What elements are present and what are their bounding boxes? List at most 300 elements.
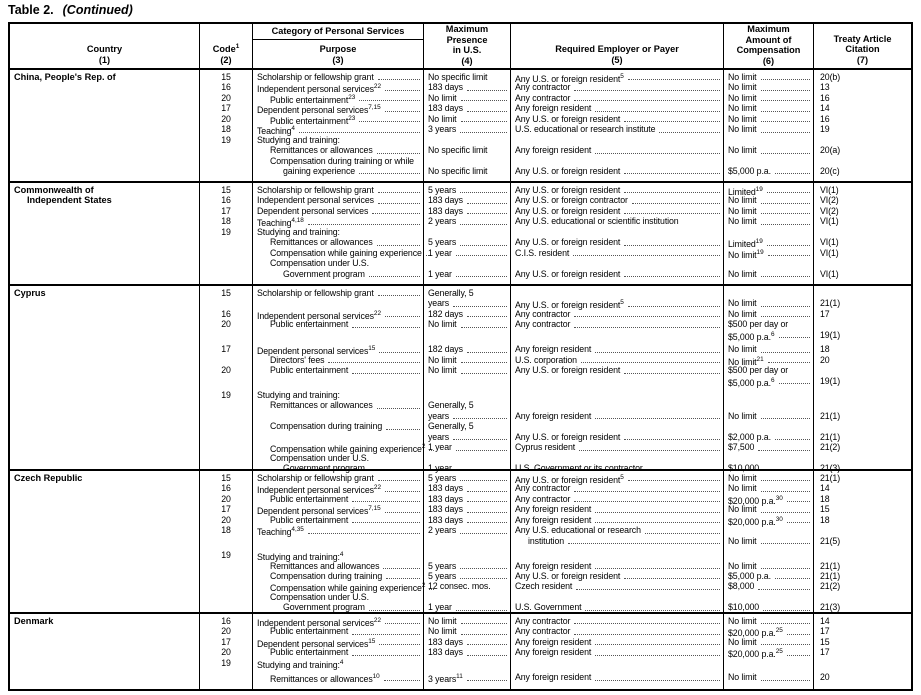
country-name — [10, 344, 199, 354]
payer-cell — [511, 525, 723, 535]
purpose-cell — [253, 206, 423, 216]
dot-leader — [595, 418, 720, 419]
presence-cell — [424, 124, 510, 134]
footnote-ref: 4 — [291, 125, 295, 133]
presence-cell — [424, 400, 510, 410]
purpose-cell — [253, 626, 423, 636]
code-column — [200, 471, 253, 612]
presence-column — [421, 471, 511, 613]
amount-cell — [724, 206, 813, 216]
amount-cell-text: No limit — [728, 124, 757, 135]
presence-column — [424, 614, 511, 689]
payer-column — [511, 286, 724, 473]
payer-cell — [511, 93, 723, 103]
amount-cell — [724, 376, 813, 386]
presence-cell-text: 2 years — [428, 525, 457, 536]
dot-leader — [385, 316, 420, 317]
code-cell — [200, 411, 252, 421]
header-presence-line: Maximum — [445, 24, 489, 34]
purpose-cell-text: Teaching$^4$ — [257, 125, 295, 137]
code-cell: 19 — [221, 226, 231, 237]
citation-cell — [814, 227, 911, 237]
purpose-cell-text: Compensation during training — [270, 421, 383, 432]
dot-leader — [460, 192, 507, 193]
presence-cell — [424, 550, 510, 560]
footnote-ref: 4 — [339, 658, 344, 666]
header-purpose — [253, 24, 424, 68]
presence-cell — [424, 309, 510, 319]
presence-cell — [424, 483, 510, 493]
country-column — [10, 614, 200, 689]
dot-leader — [595, 680, 720, 681]
code-cell — [200, 561, 252, 571]
header-required-employer — [511, 24, 724, 68]
code-cell: 16 — [221, 483, 231, 494]
dot-leader — [385, 491, 420, 492]
dot-leader — [761, 418, 810, 419]
purpose-cell-text: Compensation under U.S. — [270, 591, 369, 602]
dot-leader — [579, 450, 720, 451]
dot-leader — [377, 245, 420, 246]
payer-column — [511, 471, 724, 612]
dot-leader — [386, 578, 420, 579]
dot-leader — [595, 512, 720, 513]
payer-cell — [511, 288, 723, 298]
citation-cell — [814, 288, 911, 298]
amount-cell-text: Limited$^{19}$ — [728, 186, 763, 197]
code-cell: 18 — [221, 525, 231, 536]
dot-leader — [461, 373, 507, 374]
payer-cell-text: Any U.S. or foreign resident — [515, 268, 621, 279]
dot-leader — [467, 655, 507, 656]
table-title-continued: (Continued) — [62, 3, 133, 17]
purpose-cell — [253, 637, 423, 647]
dot-leader — [352, 634, 420, 635]
citation-cell: 21(1) — [820, 410, 841, 421]
citation-cell: VI(2) — [820, 195, 839, 206]
presence-cell — [424, 145, 510, 155]
treaty-table — [8, 22, 913, 691]
purpose-cell — [253, 258, 423, 268]
payer-cell — [511, 319, 723, 329]
amount-cell — [724, 536, 813, 546]
citation-cell: 21(2) — [820, 442, 841, 453]
purpose-cell — [253, 432, 423, 442]
country-name — [10, 248, 199, 258]
purpose-cell-text: Studying and training:$^4$ — [257, 658, 344, 670]
header-code — [200, 24, 253, 68]
dot-leader — [461, 100, 507, 101]
amount-cell — [724, 216, 813, 226]
country-section — [10, 70, 911, 181]
country-name — [10, 93, 199, 103]
purpose-cell — [253, 647, 423, 657]
purpose-column — [253, 286, 426, 473]
header-country — [10, 24, 200, 68]
amount-column — [724, 471, 814, 612]
presence-cell-text: 183 days — [428, 647, 463, 658]
presence-cell — [424, 166, 510, 176]
payer-cell — [511, 536, 723, 546]
payer-cell-text: Any foreign resident — [515, 410, 592, 421]
payer-cell-text: Any foreign resident — [515, 514, 592, 525]
presence-cell-text: 12 consec. mos. — [428, 581, 491, 592]
citation-cell: 14 — [820, 483, 830, 494]
dot-leader — [461, 121, 507, 122]
citation-cell: 15 — [820, 636, 830, 647]
citation-cell — [814, 365, 911, 375]
amount-cell — [724, 237, 813, 250]
citation-cell: 19 — [820, 124, 830, 135]
header-citation-line: Citation — [845, 44, 880, 54]
dot-leader — [758, 589, 810, 590]
presence-column — [421, 286, 511, 473]
dot-leader — [467, 203, 507, 204]
amount-cell — [724, 166, 813, 176]
amount-cell-text: Limited$^{19}$ — [728, 238, 763, 250]
country-name — [10, 494, 199, 504]
dot-leader — [761, 480, 810, 481]
amount-cell-text: $20,000 p.a.$^{25}$ — [728, 627, 783, 639]
citation-cell: 21(3) — [820, 463, 841, 473]
citation-cell: 17 — [820, 308, 830, 319]
footnote-ref: 10 — [372, 673, 380, 681]
code-cell — [200, 355, 252, 365]
dot-leader — [628, 79, 720, 80]
presence-cell — [424, 344, 510, 354]
amount-cell-text: No limit — [728, 483, 757, 494]
dot-leader — [574, 90, 720, 91]
dot-leader — [467, 90, 507, 91]
amount-cell-text: $5,000 p.a. — [728, 165, 771, 176]
code-cell: 16 — [221, 616, 231, 626]
dot-leader — [352, 501, 420, 502]
payer-cell-text: Any U.S. or foreign resident — [515, 365, 621, 376]
dot-leader — [595, 568, 720, 569]
payer-cell-text: Any U.S. or foreign resident — [515, 165, 621, 176]
presence-cell-text: 183 days — [428, 82, 463, 93]
dot-leader — [386, 429, 420, 430]
amount-cell — [724, 288, 813, 298]
dot-leader — [595, 644, 720, 645]
payer-cell-text: Any U.S. educational or scientific institution — [515, 216, 679, 227]
presence-cell-text: 183 days — [428, 205, 463, 216]
dot-leader — [768, 255, 810, 256]
presence-cell-text: 183 days — [428, 504, 463, 515]
citation-cell: 21(1) — [820, 298, 841, 309]
citation-column — [814, 471, 911, 612]
dot-leader — [379, 352, 420, 353]
purpose-cell — [253, 114, 423, 124]
purpose-cell — [253, 421, 423, 431]
purpose-cell — [253, 561, 423, 571]
dot-leader — [761, 79, 810, 80]
purpose-cell-text: Government program — [283, 268, 365, 279]
dot-leader — [775, 173, 810, 174]
country-name — [10, 561, 199, 571]
dot-leader — [761, 153, 810, 154]
amount-cell-text: No limit — [728, 410, 757, 421]
dot-leader — [383, 568, 420, 569]
presence-cell — [424, 376, 510, 386]
payer-cell — [511, 103, 723, 113]
code-cell — [200, 376, 252, 386]
footnote-ref: 6 — [770, 330, 775, 338]
country-column — [10, 471, 200, 612]
payer-cell — [511, 432, 723, 442]
header-citation-line: Treaty Article — [833, 33, 892, 44]
citation-column — [814, 286, 911, 473]
code-cell — [200, 400, 252, 410]
presence-cell — [424, 453, 510, 463]
amount-cell-text: $8,000 — [728, 581, 755, 592]
dot-leader — [574, 634, 720, 635]
amount-cell — [724, 355, 813, 365]
table-body — [10, 70, 911, 689]
purpose-cell — [253, 103, 423, 116]
code-cell: 19 — [221, 389, 231, 400]
dot-leader — [761, 203, 810, 204]
amount-cell — [724, 647, 813, 660]
purpose-cell — [253, 411, 423, 421]
citation-cell: 19(1) — [820, 375, 841, 386]
footnote-ref: 25 — [775, 648, 783, 656]
purpose-cell — [253, 248, 423, 258]
citation-cell: 21(3) — [820, 602, 841, 613]
footnote-ref: 4,35 — [291, 526, 304, 534]
dot-leader — [768, 362, 810, 363]
purpose-cell-text: Studying and training: — [257, 134, 340, 145]
dot-leader — [761, 316, 810, 317]
amount-cell — [724, 93, 813, 103]
header-category-of-personal-services: Category of Personal Services — [253, 24, 423, 40]
dot-leader — [378, 192, 420, 193]
presence-cell — [424, 258, 510, 268]
code-cell: 17 — [221, 344, 231, 355]
amount-cell — [724, 114, 813, 124]
presence-cell-text: 182 days — [428, 308, 463, 319]
purpose-column — [253, 183, 424, 284]
code-cell — [200, 421, 252, 431]
dot-leader — [787, 634, 810, 635]
presence-cell-text: 5 years — [428, 560, 457, 571]
presence-cell-text: No specific limit — [428, 165, 488, 176]
code-cell — [200, 330, 252, 340]
dot-leader — [761, 90, 810, 91]
amount-cell — [724, 483, 813, 493]
payer-cell-text: Any foreign resident — [515, 344, 592, 355]
code-cell — [200, 581, 252, 591]
presence-cell-text: Generally, 5 — [428, 288, 474, 298]
header-amount-line: Compensation — [736, 45, 801, 55]
payer-cell-text: Cyprus resident — [515, 442, 576, 453]
code-cell — [200, 258, 252, 268]
country-name — [10, 453, 199, 463]
payer-cell-text: Any contractor — [515, 92, 571, 103]
code-cell: 16 — [221, 308, 231, 319]
purpose-cell-text: Dependent personal services$^{15}$ — [257, 637, 376, 649]
dot-leader — [461, 362, 507, 363]
citation-cell: 20(a) — [820, 145, 841, 156]
purpose-cell — [253, 269, 423, 279]
payer-cell-text: Any foreign resident — [515, 560, 592, 571]
citation-column — [814, 614, 911, 689]
presence-cell-text: 5 years — [428, 237, 457, 248]
purpose-cell-text: Remittances or allowances — [270, 237, 373, 248]
dot-leader — [467, 213, 507, 214]
amount-cell-text: No limit — [728, 535, 757, 546]
payer-cell — [511, 550, 723, 560]
country-name: Independent States — [27, 195, 112, 206]
presence-cell — [424, 390, 510, 400]
amount-cell-text: No limit — [728, 103, 757, 114]
citation-cell: 17 — [820, 647, 830, 658]
amount-cell — [724, 561, 813, 571]
dot-leader — [576, 589, 720, 590]
dot-leader — [573, 255, 720, 256]
dot-leader — [385, 90, 420, 91]
presence-cell — [424, 82, 510, 92]
dot-leader — [624, 373, 720, 374]
purpose-cell-text: Dependent personal services — [257, 205, 369, 216]
dot-leader — [460, 132, 507, 133]
code-cell: 17 — [221, 205, 231, 216]
amount-cell — [724, 82, 813, 92]
presence-cell — [424, 216, 510, 226]
code-cell — [200, 571, 252, 581]
code-cell: 20 — [221, 493, 231, 504]
purpose-cell-text: Directors' fees — [270, 354, 325, 365]
purpose-cell — [253, 298, 423, 308]
dot-leader — [775, 578, 810, 579]
payer-cell-text: Any contractor — [515, 319, 571, 330]
dot-leader — [758, 450, 810, 451]
purpose-cell — [253, 400, 423, 410]
country-name — [10, 135, 199, 145]
citation-cell: 21(5) — [820, 535, 841, 546]
amount-cell — [724, 432, 813, 442]
purpose-cell-text: Remittances or allowances — [270, 400, 373, 411]
country-name — [10, 298, 199, 308]
payer-cell — [511, 195, 723, 205]
dot-leader — [767, 192, 810, 193]
country-name: Czech Republic — [14, 473, 83, 483]
purpose-cell-text: Scholarship or fellowship grant — [257, 185, 374, 195]
country-name — [10, 536, 199, 546]
dot-leader — [299, 132, 420, 133]
presence-cell — [421, 442, 510, 453]
presence-cell — [424, 330, 510, 340]
presence-cell-text: 1 year — [428, 247, 452, 258]
presence-cell — [424, 365, 510, 375]
presence-cell-text: 183 days — [428, 493, 463, 504]
code-cell: 17 — [221, 636, 231, 647]
dot-leader — [456, 276, 507, 277]
dot-leader — [352, 373, 420, 374]
code-cell: 15 — [221, 473, 231, 483]
citation-cell: 21(1) — [820, 473, 841, 483]
code-cell: 15 — [221, 185, 231, 195]
presence-cell-text: No limit — [428, 365, 457, 376]
footnote-ref: 23 — [348, 114, 356, 122]
dot-leader — [461, 623, 507, 624]
purpose-cell-text: Teaching$^{4,18}$ — [257, 217, 304, 229]
footnote-ref: 2 — [421, 443, 426, 451]
citation-cell: 16 — [820, 113, 830, 124]
dot-leader — [467, 316, 507, 317]
dot-leader — [308, 533, 420, 534]
purpose-cell-text: Studying and training: — [257, 226, 340, 237]
amount-cell — [724, 309, 813, 319]
purpose-cell-text: Compensation under U.S. — [270, 452, 369, 463]
amount-cell-text: No limit — [728, 82, 757, 93]
code-cell: 19 — [221, 550, 231, 561]
amount-cell-text: No limit — [728, 504, 757, 515]
purpose-column — [253, 471, 424, 612]
dot-leader — [378, 480, 420, 481]
purpose-cell — [253, 93, 423, 103]
purpose-cell — [253, 195, 423, 205]
presence-cell-text: 5 years — [428, 570, 457, 581]
header-citation-num: (7) — [856, 54, 869, 65]
amount-column — [724, 183, 814, 284]
purpose-cell — [253, 571, 423, 581]
payer-cell-text: Any U.S. or foreign resident — [515, 113, 621, 124]
payer-cell — [511, 269, 723, 279]
amount-column — [724, 614, 814, 689]
code-cell: 16 — [221, 195, 231, 206]
dot-leader — [453, 439, 507, 440]
country-name — [10, 103, 199, 113]
header-code-label: Code$^1$ — [212, 42, 240, 54]
code-cell: 20 — [221, 365, 231, 376]
dot-leader — [568, 543, 720, 544]
payer-cell-text: Any foreign resident — [515, 504, 592, 515]
amount-cell-text: No limit — [728, 672, 757, 683]
purpose-cell-text: Public entertainment — [270, 319, 349, 330]
country-column — [10, 70, 200, 181]
presence-cell — [424, 237, 510, 247]
country-name — [10, 592, 199, 602]
citation-cell: 13 — [820, 82, 830, 93]
dot-leader — [574, 623, 720, 624]
dot-leader — [385, 512, 420, 513]
header-presence-line: in U.S. — [452, 45, 482, 55]
citation-cell — [814, 453, 911, 463]
dot-leader — [761, 100, 810, 101]
code-cell — [200, 442, 252, 452]
amount-cell — [724, 72, 813, 82]
amount-cell — [724, 473, 813, 483]
dot-leader — [453, 306, 507, 307]
amount-cell — [724, 145, 813, 155]
payer-cell — [511, 298, 723, 311]
purpose-cell — [253, 672, 423, 685]
payer-cell — [511, 411, 723, 421]
payer-cell — [511, 637, 723, 647]
code-cell: 16 — [221, 82, 231, 93]
dot-leader — [574, 100, 720, 101]
purpose-cell — [253, 344, 423, 357]
citation-cell: 17 — [820, 626, 830, 637]
amount-cell — [724, 571, 813, 581]
footnote-ref: 6 — [770, 376, 775, 384]
citation-cell: 20(c) — [820, 165, 840, 176]
country-name — [10, 114, 199, 124]
dot-leader — [585, 610, 720, 611]
payer-cell-text: Any foreign resident — [515, 103, 592, 114]
presence-cell — [421, 581, 510, 592]
